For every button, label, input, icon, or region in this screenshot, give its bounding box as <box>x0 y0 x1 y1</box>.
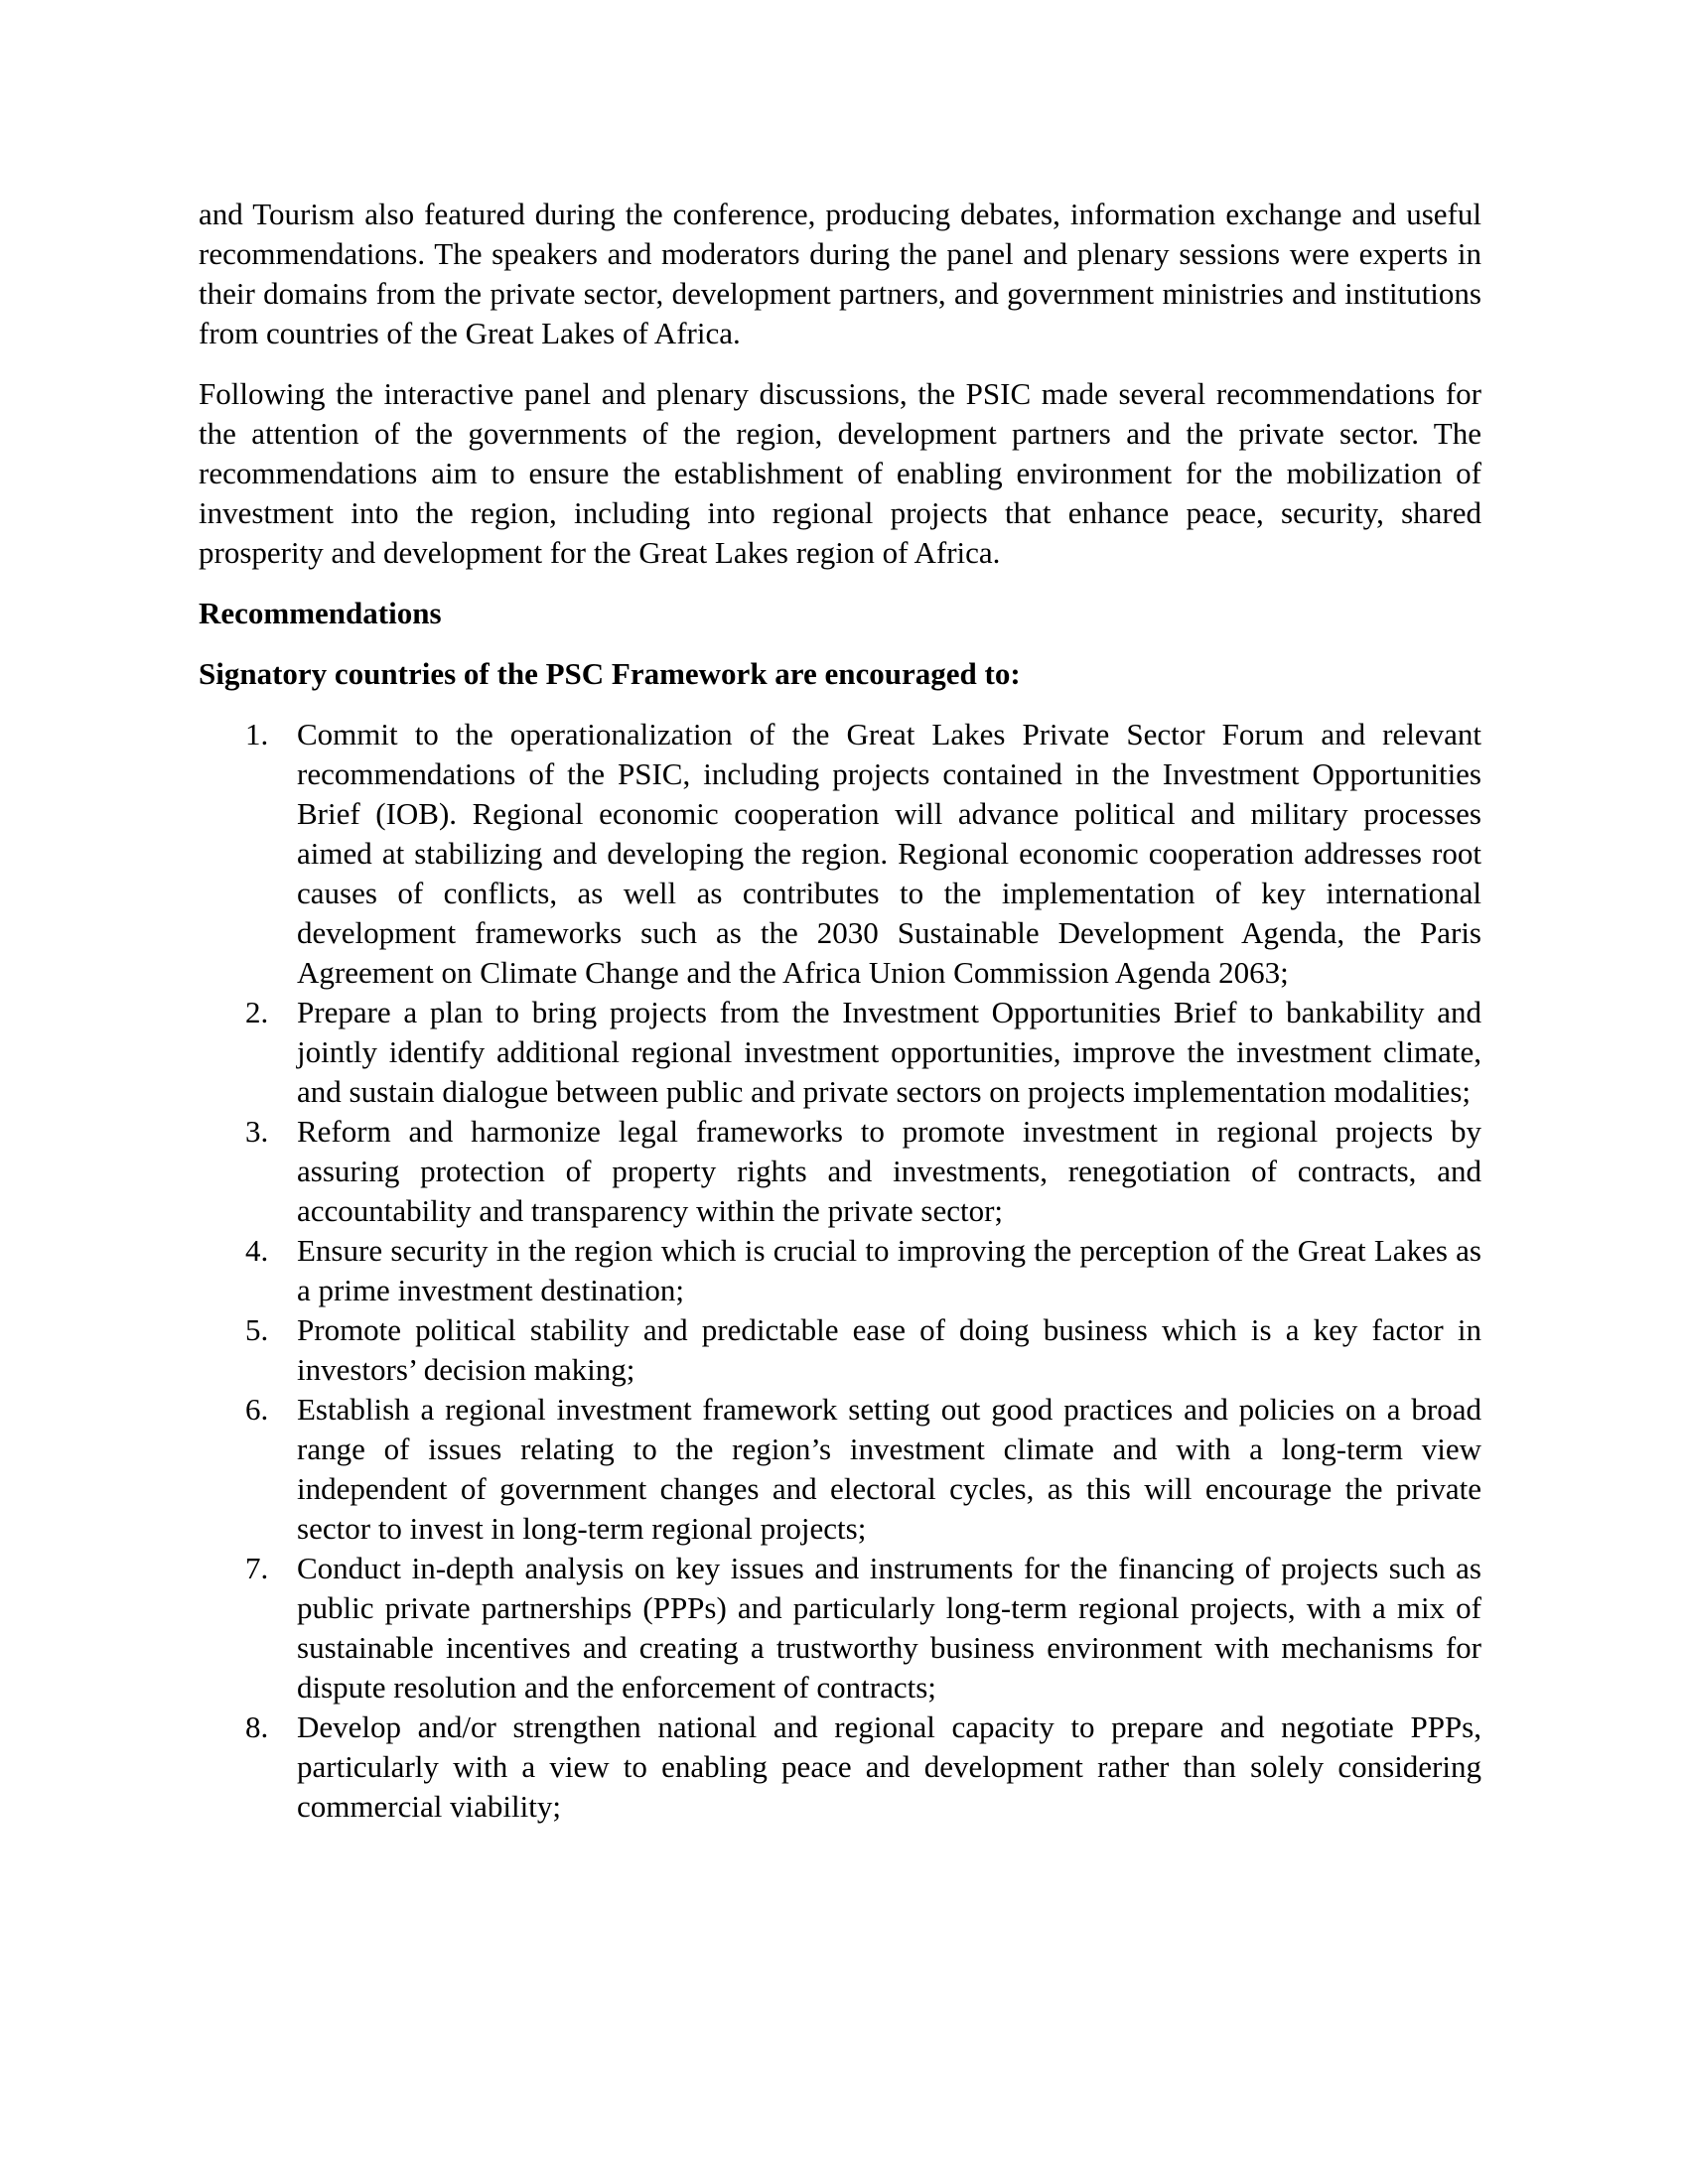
recommendation-number: 1. <box>245 717 269 751</box>
recommendation-text: Reform and harmonize legal frameworks to promote investment in regional projects by assuring protection of property rights and investments, renegotiation of contracts, and accountability and transparency within the private sector; <box>297 1114 1481 1228</box>
signatory-heading: Signatory countries of the PSC Framework are encouraged to: <box>199 656 1021 691</box>
recommendation-number: 2. <box>245 995 269 1029</box>
recommendation-item-1 <box>245 715 1481 993</box>
recommendation-number: 5. <box>245 1312 269 1347</box>
recommendation-number: 8. <box>245 1709 269 1744</box>
recommendation-text: Commit to the operationalization of the Great Lakes Private Sector Forum and relevant recommendations of the PSIC, including projects contained in the Investment Opportunities Brief (IOB). Regional economic cooperation will advance political and military processes aimed at stabilizing and developing the region. Regional economic cooperation addresses root causes of conflicts, as well as contributes to the implementation of key international development frameworks such as the 2030 Sustainable Development Agenda, the Paris Agreement on Climate Change and the Africa Union Commission Agenda 2063; <box>297 717 1481 990</box>
recommendation-number: 7. <box>245 1551 269 1585</box>
recommendation-number: 6. <box>245 1392 269 1427</box>
recommendation-number: 4. <box>245 1233 269 1268</box>
recommendation-item-5 <box>245 1310 1481 1390</box>
recommendations-list <box>199 715 1481 1827</box>
recommendation-text: Prepare a plan to bring projects from the Investment Opportunities Brief to bankability and jointly identify additional regional investment opportunities, improve the investment climate, and sustain dialogue between public and private sectors on projects implementation modalities; <box>297 995 1481 1109</box>
recommendation-text: Ensure security in the region which is crucial to improving the perception of the Great Lakes as a prime investment destination; <box>297 1233 1481 1307</box>
intro-paragraph-2: Following the interactive panel and plenary discussions, the PSIC made several recommendations for the attention of the governments of the region, development partners and the private sector. The recommendations aim to ensure the establishment of enabling environment for the mobilization of investment into the region, including into regional projects that enhance peace, security, shared prosperity and development for the Great Lakes region of Africa. <box>199 376 1481 570</box>
recommendation-item-4 <box>245 1231 1481 1310</box>
recommendations-heading: Recommendations <box>199 596 442 630</box>
recommendation-text: Promote political stability and predictable ease of doing business which is a key factor in investors’ decision making; <box>297 1312 1481 1387</box>
recommendation-item-8 <box>245 1707 1481 1827</box>
recommendation-text: Conduct in-depth analysis on key issues and instruments for the financing of projects such as public private partnerships (PPPs) and particularly long-term regional projects, with a mix of sustainable incentives and creating a trustworthy business environment with mechanisms for dispute resolution and the enforcement of contracts; <box>297 1551 1481 1705</box>
recommendation-text: Develop and/or strengthen national and regional capacity to prepare and negotiate PPPs, particularly with a view to enabling peace and development rather than solely considering commercial viability; <box>297 1709 1481 1824</box>
recommendation-item-7 <box>245 1549 1481 1707</box>
recommendation-text: Establish a regional investment framework setting out good practices and policies on a broad range of issues relating to the region’s investment climate and with a long-term view independent of government changes and electoral cycles, as this will encourage the private sector to invest in long-term regional projects; <box>297 1392 1481 1546</box>
recommendation-number: 3. <box>245 1114 269 1149</box>
recommendation-item-6 <box>245 1390 1481 1549</box>
recommendation-item-2 <box>245 993 1481 1112</box>
intro-paragraph-1: and Tourism also featured during the conference, producing debates, information exchange and useful recommendations. The speakers and moderators during the panel and plenary sessions were experts in their domains from the private sector, development partners, and government ministries and institutions from countries of the Great Lakes of Africa. <box>199 197 1481 350</box>
recommendation-item-3 <box>245 1112 1481 1231</box>
document-page <box>199 195 1481 1827</box>
